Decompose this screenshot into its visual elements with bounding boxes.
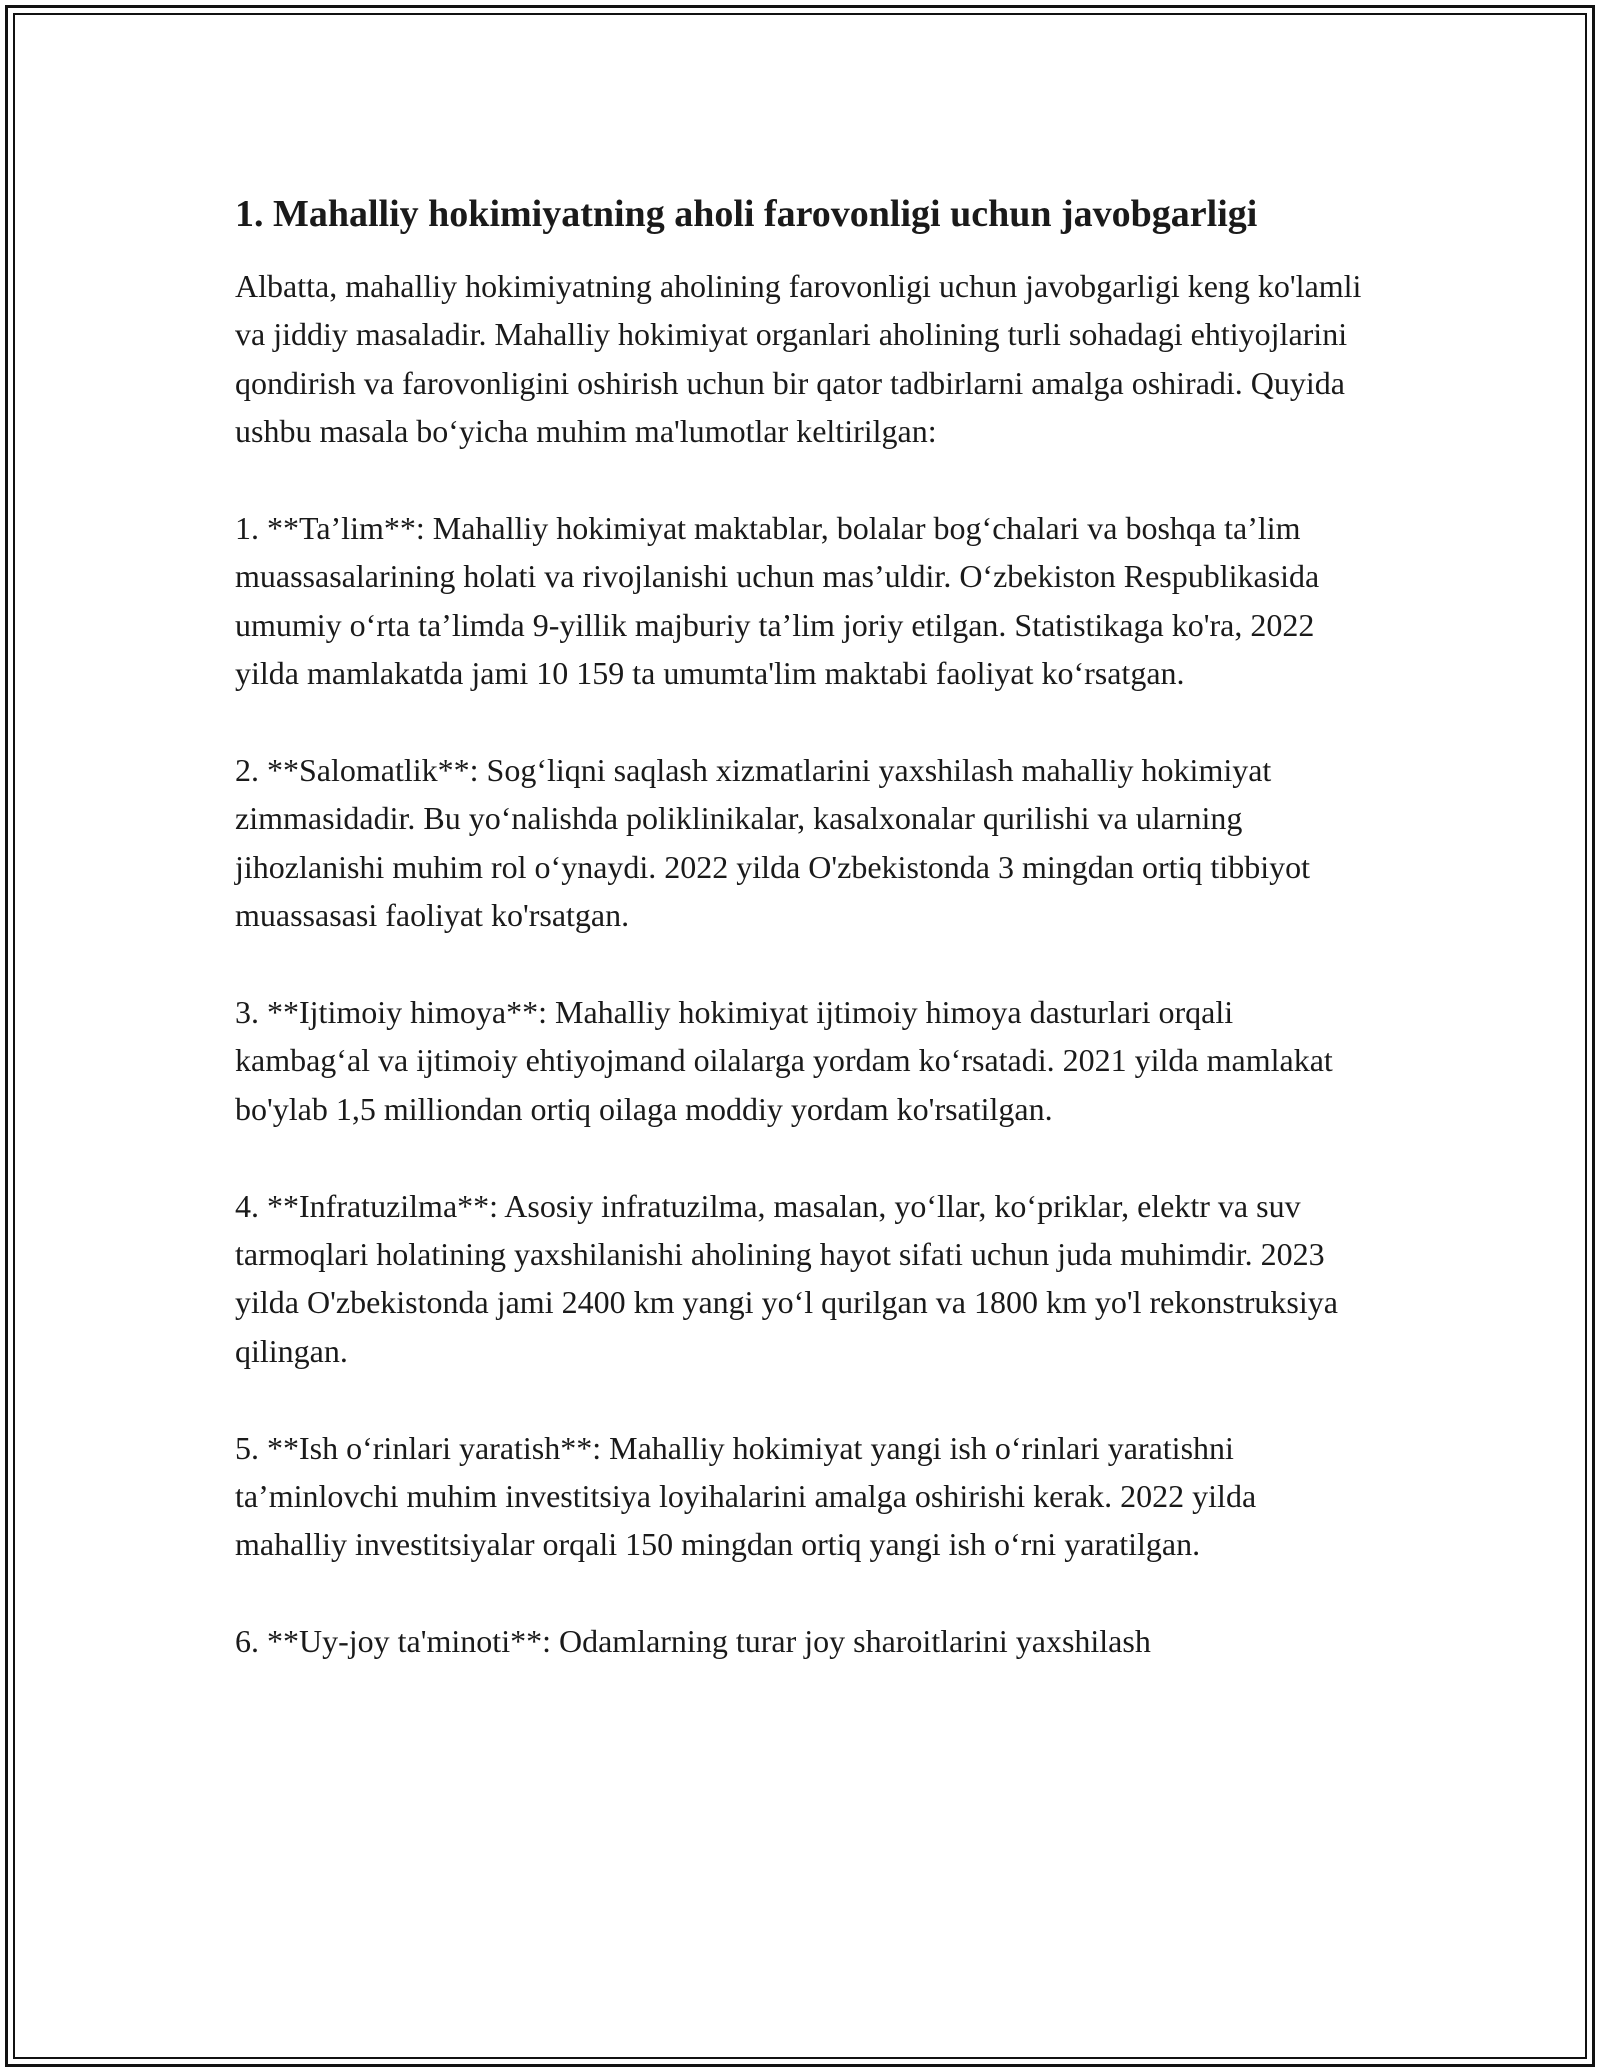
document-body [235, 188, 1375, 1714]
paragraph-education: 1. **Ta’lim**: Mahalliy hokimiyat maktablar, bolalar bog‘chalari va boshqa ta’lim muassasalarining holati va rivojlanishi uchun mas’uldir. O‘zbekiston Respublikasida umumiy o‘rta ta’limda 9-yillik majburiy ta’lim joriy etilgan. Statistikaga ko'ra, 2022 yilda mamlakatda jami 10 159 ta umumta'lim maktabi faoliyat ko‘rsatgan. [235, 510, 1320, 692]
paragraph-jobs: 5. **Ish o‘rinlari yaratish**: Mahalliy hokimiyat yangi ish o‘rinlari yaratishni ta’minlovchi muhim investitsiya loyihalarini amalga oshirishi kerak. 2022 yilda mahalliy investitsiyalar orqali 150 mingdan ortiq yangi ish o‘rni yaratilgan. [235, 1429, 1257, 1563]
paragraph-housing: 6. **Uy-joy ta'minoti**: Odamlarning turar joy sharoitlarini yaxshilash [235, 1623, 1151, 1660]
document-title: 1. Mahalliy hokimiyatning aholi farovonligi uchun javobgarligi [235, 193, 1258, 235]
paragraph-health: 2. **Salomatlik**: Sog‘liqni saqlash xizmatlarini yaxshilash mahalliy hokimiyat zimmasidadir. Bu yo‘nalishda poliklinikalar, kasalxonalar qurilishi va ularning jihozlanishi muhim rol o‘ynaydi. 2022 yilda O'zbekistonda 3 mingdan ortiq tibbiyot muassasasi faoliyat ko'rsatgan. [235, 752, 1310, 934]
paragraph-intro: Albatta, mahalliy hokimiyatning aholining farovonligi uchun javobgarligi keng ko'lamli va jiddiy masaladir. Mahalliy hokimiyat organlari aholining turli sohadagi ehtiyojlarini qondirish va farovonligini oshirish uchun bir qator tadbirlarni amalga oshiradi. Quyida ushbu masala bo‘yicha muhim ma'lumotlar keltirilgan: [235, 268, 1362, 450]
paragraph-social-protection: 3. **Ijtimoiy himoya**: Mahalliy hokimiyat ijtimoiy himoya dasturlari orqali kambag‘al va ijtimoiy ehtiyojmand oilalarga yordam ko‘rsatadi. 2021 yilda mamlakat bo'ylab 1,5 milliondan ortiq oilaga moddiy yordam ko'rsatilgan. [235, 994, 1333, 1127]
paragraph-infrastructure: 4. **Infratuzilma**: Asosiy infratuzilma, masalan, yo‘llar, ko‘priklar, elektr va suv tarmoqlari holatining yaxshilanishi aholining hayot sifati uchun juda muhimdir. 2023 yilda O'zbekistonda jami 2400 km yangi yo‘l qurilgan va 1800 km yo'l rekonstruksiya qilingan. [235, 1187, 1338, 1369]
